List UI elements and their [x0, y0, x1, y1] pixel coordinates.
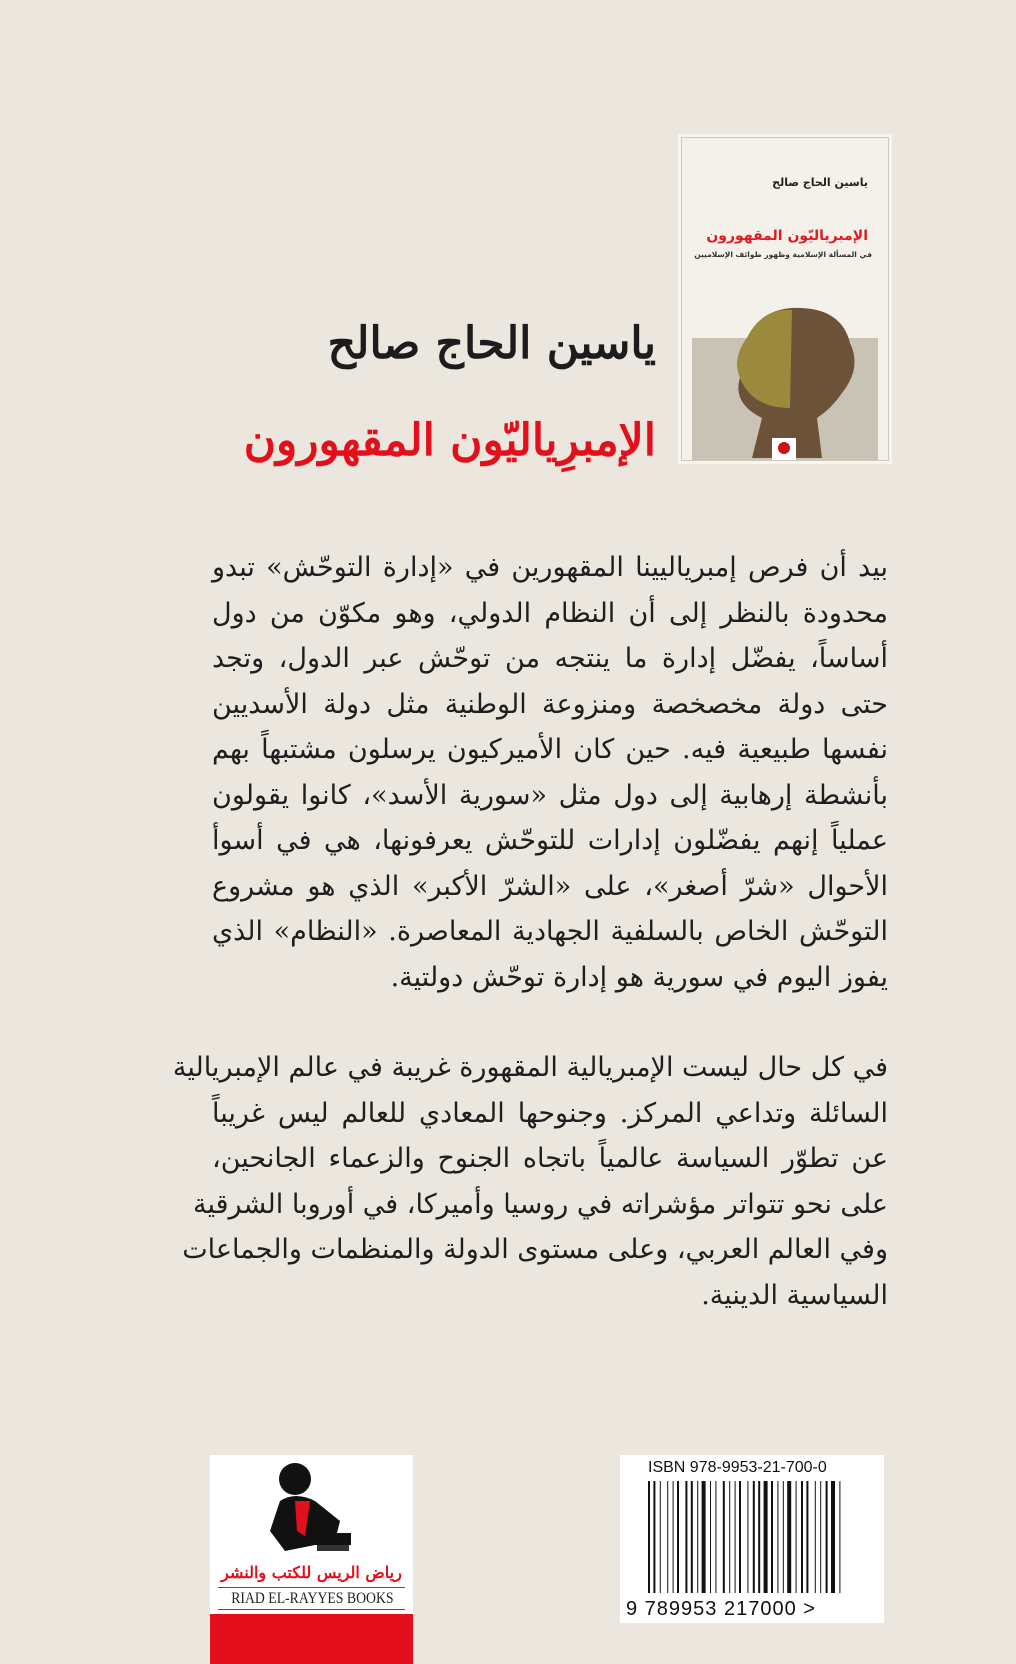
text-line: حتى دولة مخصخصة ومنزوعة الوطنية مثل دولة الأسديين	[212, 688, 888, 720]
isbn-barcode	[620, 1455, 884, 1623]
barcode-bar	[702, 1481, 706, 1593]
barcode-bar	[764, 1481, 768, 1593]
barcode-bar	[753, 1481, 755, 1593]
text-line: السائلة وتداعي المركز. وجنوحها المعادي للعالم ليس غريباً	[212, 1097, 888, 1129]
blurb-paragraph-1	[212, 545, 888, 1000]
text-line: عملياً إنهم يفضّلون إدارات للتوحّش يعرفونها، هي في أسوأ	[212, 825, 888, 856]
barcode-bar	[723, 1481, 725, 1593]
barcode-bar	[685, 1481, 687, 1593]
barcode-bar	[653, 1481, 655, 1593]
barcode-bars	[648, 1481, 868, 1593]
barcode-bar	[660, 1481, 661, 1593]
barcode-bar	[820, 1481, 821, 1593]
text-line: بأنشطة إرهابية إلى دول مثل «سورية الأسد»، كانوا يقولون	[212, 779, 888, 811]
barcode-bar	[839, 1481, 840, 1593]
text-line: يفوز اليوم في سورية هو إدارة توحّش دولتية.	[390, 961, 888, 993]
front-cover-thumbnail	[681, 137, 889, 461]
barcode-bar	[783, 1481, 784, 1593]
barcode-bar	[691, 1481, 693, 1593]
isbn-label: ISBN 978-9953-21-700-0	[648, 1459, 827, 1476]
thumbnail-author: ياسين الحاج صالح	[772, 176, 868, 189]
text-line: بيد أن فرص إمبرياليينا المقهورين في «إدارة التوحّش» تبدو	[212, 552, 888, 583]
thumbnail-title: الإمبرياليّون المقهورون	[706, 228, 868, 244]
barcode-digits: 9 789953 217000 >	[626, 1598, 816, 1620]
text-line: الأحوال «شرّ أصغر»، على «الشرّ الأكبر» الذي هو مشروع	[212, 870, 888, 902]
book-title: الإمبرِياليّون المقهورون	[243, 415, 656, 466]
thumbnail-subtitle: في المسألة الإسلامية وظهور طوائف الإسلاميين	[694, 250, 872, 259]
two-faced-head-illustration	[692, 298, 878, 460]
barcode-bar	[697, 1481, 698, 1593]
barcode-bar	[758, 1481, 760, 1593]
barcode-bar	[667, 1481, 668, 1593]
text-line: محدودة بالنظر إلى أن النظام الدولي، وهو مكوّن من دول	[212, 597, 888, 629]
barcode-bar	[710, 1481, 711, 1593]
barcode-bar	[815, 1481, 816, 1593]
barcode-bar	[831, 1481, 835, 1593]
barcode-bar	[771, 1481, 773, 1593]
text-line: عن تطوّر السياسة عالمياً باتجاه الجنوح والزعماء الجانحين،	[212, 1143, 888, 1174]
text-line: على نحو تتواتر مؤشراته في روسيا وأميركا، في أوروبا الشرقية	[193, 1188, 888, 1220]
publisher-name-arabic: رياض الريس للكتب والنشر	[221, 1563, 402, 1582]
text-line: في كل حال ليست الإمبريالية المقهورة غريبة في عالم الإمبريالية	[172, 1052, 888, 1083]
barcode-bar	[648, 1481, 650, 1593]
barcode-bar	[801, 1481, 803, 1593]
barcode-bar	[739, 1481, 741, 1593]
barcode-bar	[735, 1481, 736, 1593]
barcode-bar	[677, 1481, 679, 1593]
barcode-bar	[715, 1481, 716, 1593]
publisher-name-english: RIAD EL-RAYYES BOOKS	[231, 1590, 394, 1607]
text-line: أساساً، يفضّل إدارة ما ينتجه من توحّش عبر الدول، وتجد	[212, 643, 888, 674]
publisher-name-english-rule	[218, 1587, 405, 1610]
text-line: التوحّش الخاص بالسلفية الجهادية المعاصرة. «النظام» الذي	[212, 916, 888, 947]
red-band	[210, 1614, 413, 1664]
barcode-bar	[826, 1481, 828, 1593]
barcode-bar	[806, 1481, 808, 1593]
author-name: ياسين الحاج صالح	[327, 318, 656, 369]
scholar-figure-icon	[255, 1461, 365, 1561]
barcode-bar	[787, 1481, 791, 1593]
barcode-bar	[777, 1481, 778, 1593]
barcode-bar	[796, 1481, 797, 1593]
barcode-bar	[729, 1481, 730, 1593]
barcode-bar	[747, 1481, 748, 1593]
text-line: نفسها طبيعية فيه. حين كان الأميركيون يرسلون مشتبهاً بهم	[212, 734, 888, 765]
text-line: السياسية الدينية.	[701, 1279, 888, 1311]
barcode-bar	[673, 1481, 674, 1593]
text-line: وفي العالم العربي، وعلى مستوى الدولة والمنظمات والجماعات	[182, 1234, 888, 1265]
publisher-logo	[210, 1455, 413, 1664]
blurb-paragraph-2	[172, 1045, 888, 1318]
